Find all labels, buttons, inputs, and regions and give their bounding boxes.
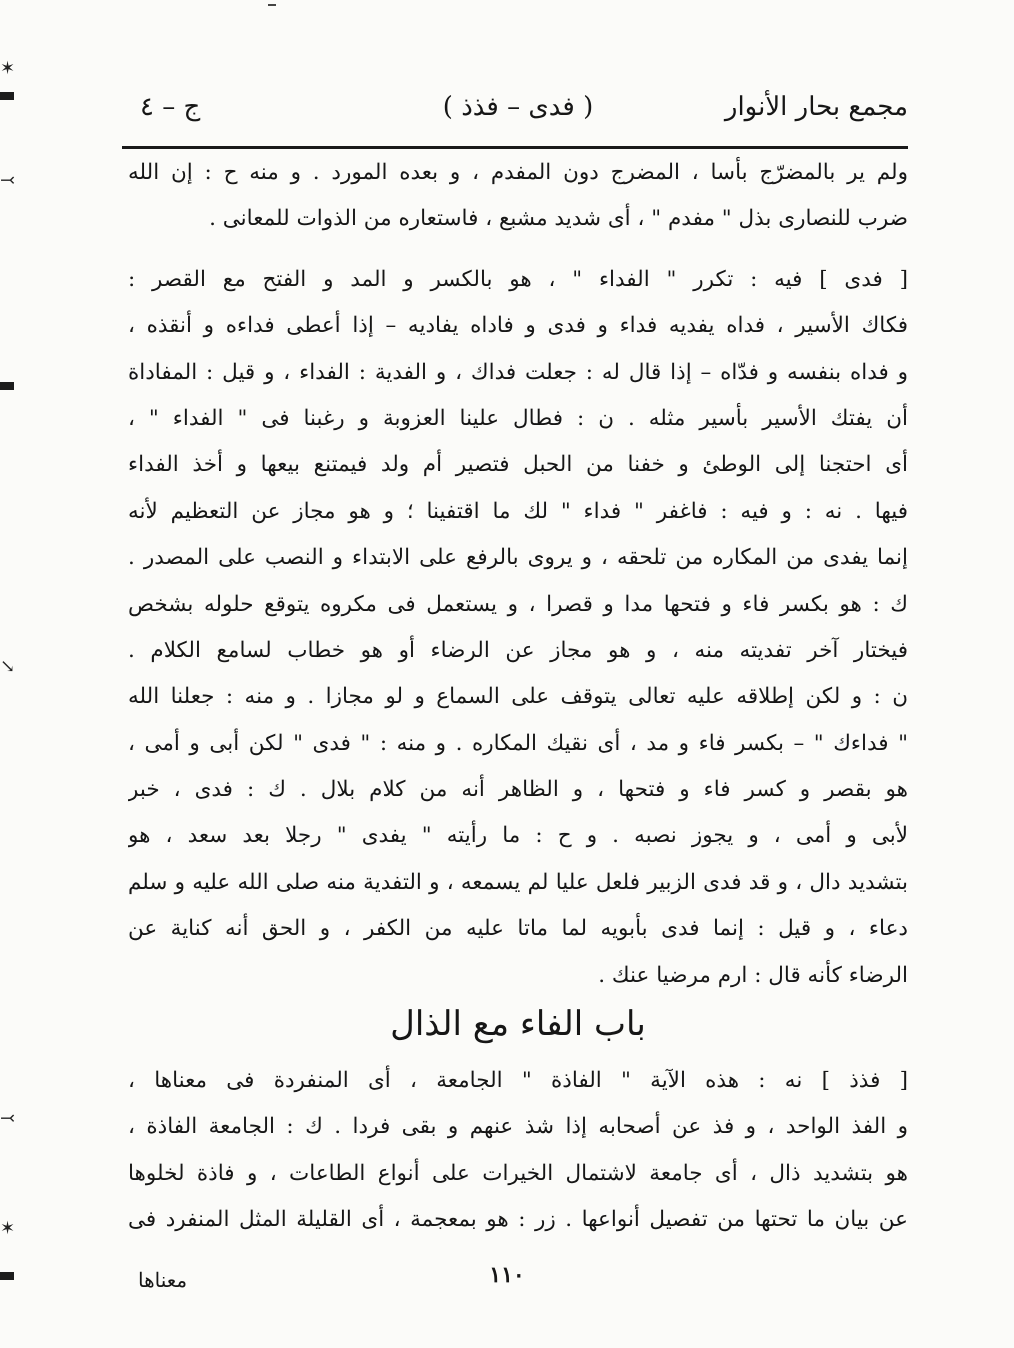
text-line: هو بتشديد ذال ، أى جامعة لاشتمال الخيرات على أنواع الطاعات ، و فاذة لخلوها [128, 1160, 908, 1186]
section-title: باب الفاء مع الذال [390, 1004, 646, 1044]
text-line: الرضاء كأنه قال : ارم مرضيا عنك . [598, 962, 908, 988]
page-number: ١١٠ [489, 1262, 525, 1288]
margin-star-mark: ✶ [0, 1218, 16, 1239]
margin-tick-mark: ⤙ [0, 1108, 16, 1129]
text-line: ن : و لكن إطلاقه عليه تعالى يتوقف على السماع و لو مجازا . و منه : جعلنا الله [128, 684, 908, 710]
section-text [128, 1058, 908, 1244]
text-line: و فداه بنفسه و فدّاه – إذا قال له : جعلت فداك ، و الفدية : الفداء ، و قيل : المفاداة [128, 359, 908, 385]
text-line: فكاك الأسير ، فداه يفديه فداء و فدى و فاداه يفاديه – إذا أعطى فداءه و أنقذه ، [128, 313, 908, 339]
text-line: [ فدى ] فيه : تكرر " الفداء " ، هو بالكسر و المد و الفتح مع القصر : [128, 266, 908, 292]
text-line: عن بيان ما تحتها من تفصيل أنواعها . زر : هو بمعجمة ، أى القليلة المثل المنفرد فى [128, 1207, 908, 1233]
text-line: فيها . نه : و فيه : فاغفر " فداء " لك ما اقتفينا ؛ و هو مجاز عن التعظيم لأنه [128, 498, 908, 524]
margin-bar-mark [0, 92, 14, 100]
margin-tick-mark: ↘ [0, 656, 16, 677]
text-line: ضرب للنصارى بذل " مفدم " ، أى شديد مشبع ، فاستعاره من الذوات للمعانى . [209, 206, 908, 232]
main-text [128, 150, 908, 999]
text-line: فيختار آخر تفديته منه ، و هو مجاز عن الرضاء أو هو خطاب لسامع الكلام . [128, 637, 908, 663]
text-line: لأبى و أمى ، و يجوز نصبه . و ح : ما رأيته " يفدى " رجلا بعد سعد ، هو [128, 823, 908, 849]
text-line: دعاء ، و قيل : إنما فدى بأبويه لما ماتا عليه من الكفر ، و الحق أنه كناية عن [128, 916, 908, 942]
text-line: [ فذذ ] نه : هذه الآية " الفاذة " الجامعة ، أى المنفردة فى معناها ، [128, 1068, 908, 1093]
text-line: أن يفتك الأسير بأسير مثله . ن : فطال علينا العزوبة و رغبنا فى " الفداء " ، [128, 405, 908, 431]
catchword: معناها [138, 1268, 188, 1292]
text-line: " فداءك " – بكسر فاء و مد ، أى نقيك المكاره . و منه : " فدى " لكن أبى و أمى ، [128, 730, 908, 756]
text-line: ولم ير بالمضرّج بأسا ، المضرج دون المفدم ، و بعده المورد . و منه ح : إن الله [128, 160, 908, 185]
text-line: بتشديد دال ، و قد فدى الزبير فلعل عليا لم يسمعه ، و التفدية منه صلى الله عليه و سلم [128, 869, 908, 895]
text-line: أى احتجنا إلى الوطئ و خفنا من الحبل فتصير أم ولد فيمتنع بيعها و أخذ الفداء [128, 452, 908, 478]
text-line: و الفذ الواحد ، و فذ عن أصحابه إذا شذ عنهم و بقى فردا . ك : الجامعة الفاذة ، [128, 1114, 908, 1140]
margin-tick-mark: ⤙ [0, 170, 16, 191]
volume-label: ج – ٤ [140, 92, 201, 122]
scan-mark [268, 4, 276, 6]
book-title: مجمع بحار الأنوار [724, 92, 908, 122]
text-line: إنما يفدى من المكاره من تلحقه ، و يروى بالرفع على الابتداء و النصب على المصدر . [128, 545, 908, 571]
page-header [128, 88, 908, 132]
text-line: ك : هو بكسر فاء و فتحها مدا و قصرا ، و يستعمل فى مكروه يتوقع حلوله بشخص [128, 591, 908, 617]
margin-bar-mark [0, 382, 14, 390]
entry-range: ( فدى – فذذ ) [442, 92, 594, 122]
margin-star-mark: ✶ [0, 58, 16, 79]
text-line: هو بقصر و كسر فاء و فتحها ، و الظاهر أنه من كلام بلال . ك : فدى ، خبر [128, 777, 908, 803]
header-rule [122, 146, 908, 149]
